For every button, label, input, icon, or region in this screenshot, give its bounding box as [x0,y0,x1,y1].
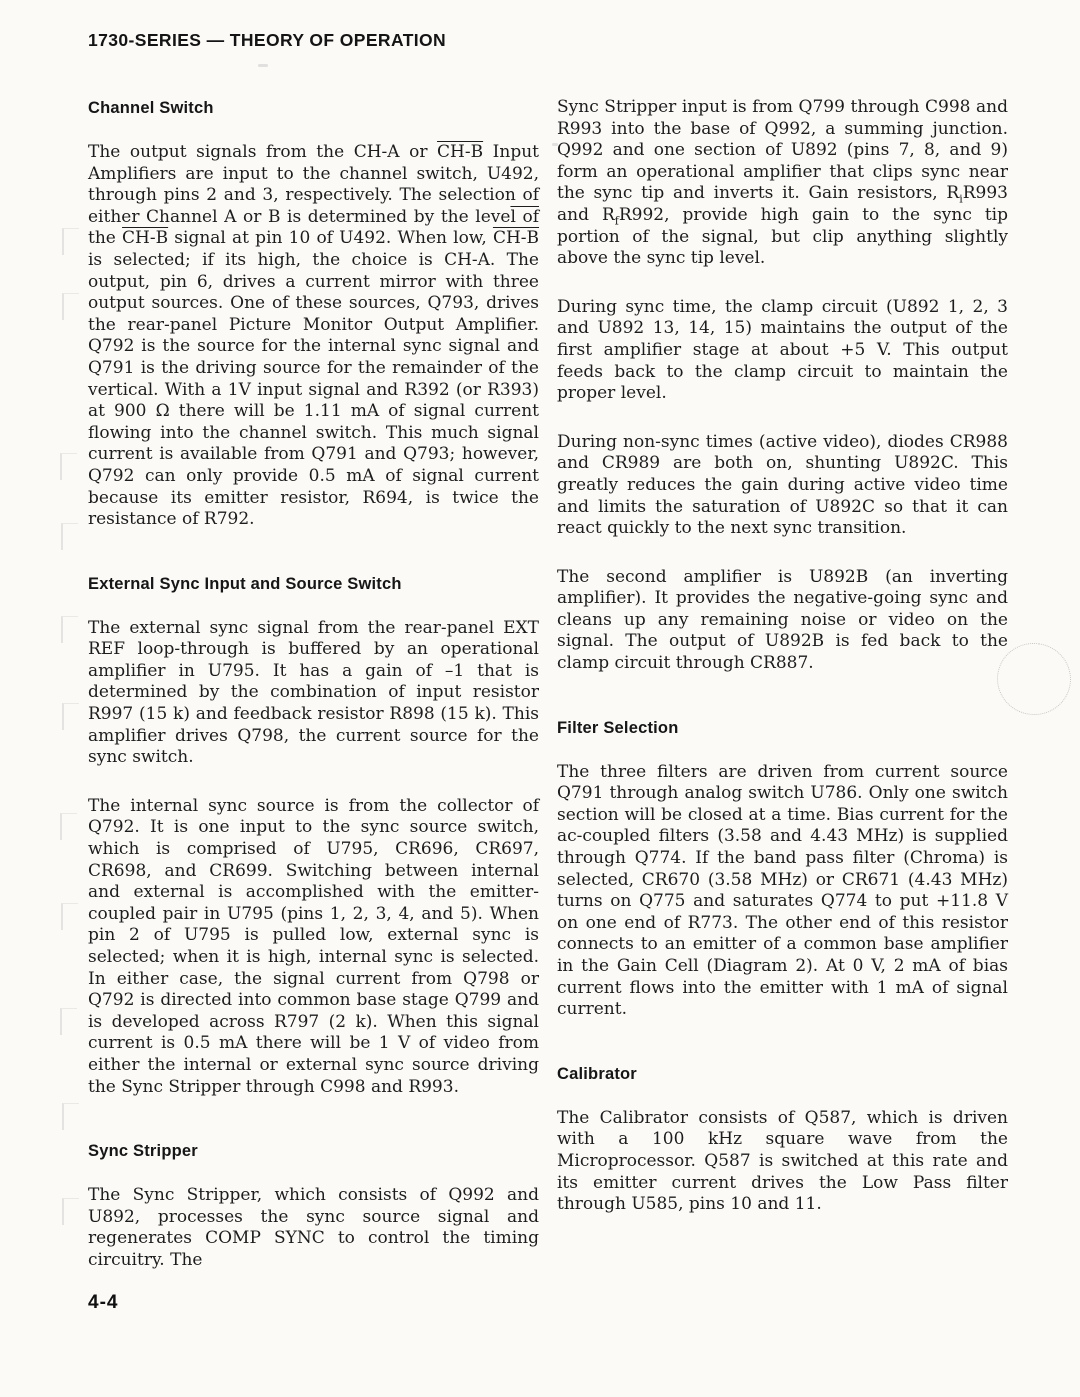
scan-artifact-mark [60,1008,77,1035]
scan-artifact-mark [61,616,78,643]
text-columns [88,97,1010,1299]
body-paragraph: The three filters are driven from current source Q791 through analog switch U786. Only one switch section will be closed at a time. Bias current for the ac-coupled filters (3.58 and 4.43 MHz) is supplied through Q774. If the band pass filter (Chroma) is selected, CR670 (3.58 MHz) or CR671 (4.43 MHz) turns on Q775 and saturates Q774 to put +11.8 V on one end of R773. The other end of this resistor connects to an emitter of a common base amplifier in the Gain Cell (Diagram 2). At 0 V, 2 mA of bias current flows into the emitter with 1 mA of signal current. [557,761,1008,1020]
scan-artifact-speck [258,64,268,67]
section-heading: Calibrator [557,1064,637,1083]
right-column [557,97,1008,1299]
body-paragraph: The external sync signal from the rear-panel EXT REF loop-through is buffered by an operational amplifier in U795. It has a gain of –1 that is determined by the combination of input resistor R997 (15 k) and feedback resistor R898 (15 k). This amplifier drives Q798, the current source for the sync switch. [88,617,539,768]
section-heading: Filter Selection [557,718,679,737]
scan-artifact-mark [61,903,78,930]
scan-artifact-mark [61,523,78,550]
section-heading: Channel Switch [88,99,214,117]
body-paragraph: The output signals from the CH-A or CH-B Input Amplifiers are input to the channel switch, U492, through pins 2 and 3, respectively. The selection of either Channel A or B is determined by the level of the CH-B signal at pin 10 of U492. When low, CH-B is selected; if its high, the choice is CH-A. The output, pin 6, drives a current mirror with three output sources. One of these sources, Q793, drives the rear-panel Picture Monitor Output Amplifier. Q792 is the source for the internal sync signal and Q791 is the driving source for the remainder of the vertical. With a 1V input signal and R392 (or R393) at 900 Ω there will be 1.11 mA of signal current flowing into the channel switch. This much signal current is available from Q791 and Q793; however, Q792 can only provide 0.5 mA of signal current because its emitter resistor, R694, is twice the resistance of R792. [88,142,540,530]
body-paragraph: Sync Stripper input is from Q799 through C998 and R993 into the base of Q992, a summing junction. Q992 and one section of U892 (pins 7, 8, and 9) form an operational amplifier that clips sync near the sync tip and inverts it. Gain resistors, $R_iR993$ and $R_fR992$, provide high gain to the sync tip portion of the signal, but clip anything slightly above the sync tip level. [557,97,1009,269]
scan-artifact-mark [62,1103,79,1130]
body-paragraph: During non-sync times (active video), diodes CR988 and CR989 are both on, shunting U892C. This greatly reduces the gain during active video time and limits the saturation of U892C so that it can react quickly to the next sync transition. [557,431,1008,539]
scan-artifact-mark [62,293,79,320]
page-number: 4-4 [88,1292,119,1313]
left-column [88,97,539,1299]
scan-artifact-mark [62,1198,79,1225]
section-heading: External Sync Input and Source Switch [88,574,402,593]
scan-artifact-mark [60,453,77,480]
body-paragraph: The second amplifier is U892B (an inverting amplifier). It provides the negative-going sync and cleans up any remaining noise or video on the signal. The output of U892B is fed back to the clamp circuit through CR887. [557,566,1008,674]
scan-artifact-mark [62,703,79,730]
scan-artifact-mark [60,813,77,840]
section-heading: Sync Stripper [88,1142,198,1161]
body-paragraph: The Sync Stripper, which consists of Q992 and U892, processes the sync source signal and regenerates COMP SYNC to control the timing circuitry. The [88,1185,539,1270]
body-paragraph: The internal sync source is from the collector of Q792. It is one input to the sync source switch, which is comprised of U795, CR696, CR697, CR698, and CR699. Switching between internal and external is accomplished with the emitter-coupled pair in U795 (pins 1, 2, 3, 4, and 5). When pin 2 of U795 is pulled low, external sync is selected; when it is high, internal sync is selected. In either case, the signal current from Q798 or Q792 is directed into common base stage Q799 and is developed across R797 (2 k). When this signal current is 0.5 mA there will be 1 V of video from either the internal or external sync source driving the Sync Stripper through C998 and R993. [88,795,539,1097]
body-paragraph: The Calibrator consists of Q587, which is driven with a 100 kHz square wave from the Microprocessor. Q587 is switched at this rate and its emitter current drives the Low Pass filter through U585, pins 10 and 11. [557,1107,1008,1215]
scan-artifact-mark [62,228,79,255]
page-header-title: 1730-SERIES — THEORY OF OPERATION [88,30,447,50]
body-paragraph: During sync time, the clamp circuit (U892 1, 2, 3 and U892 13, 14, 15) maintains the output of the first amplifier stage at about +5 V. This output feeds back to the clamp circuit to maintain the proper level. [557,296,1008,404]
